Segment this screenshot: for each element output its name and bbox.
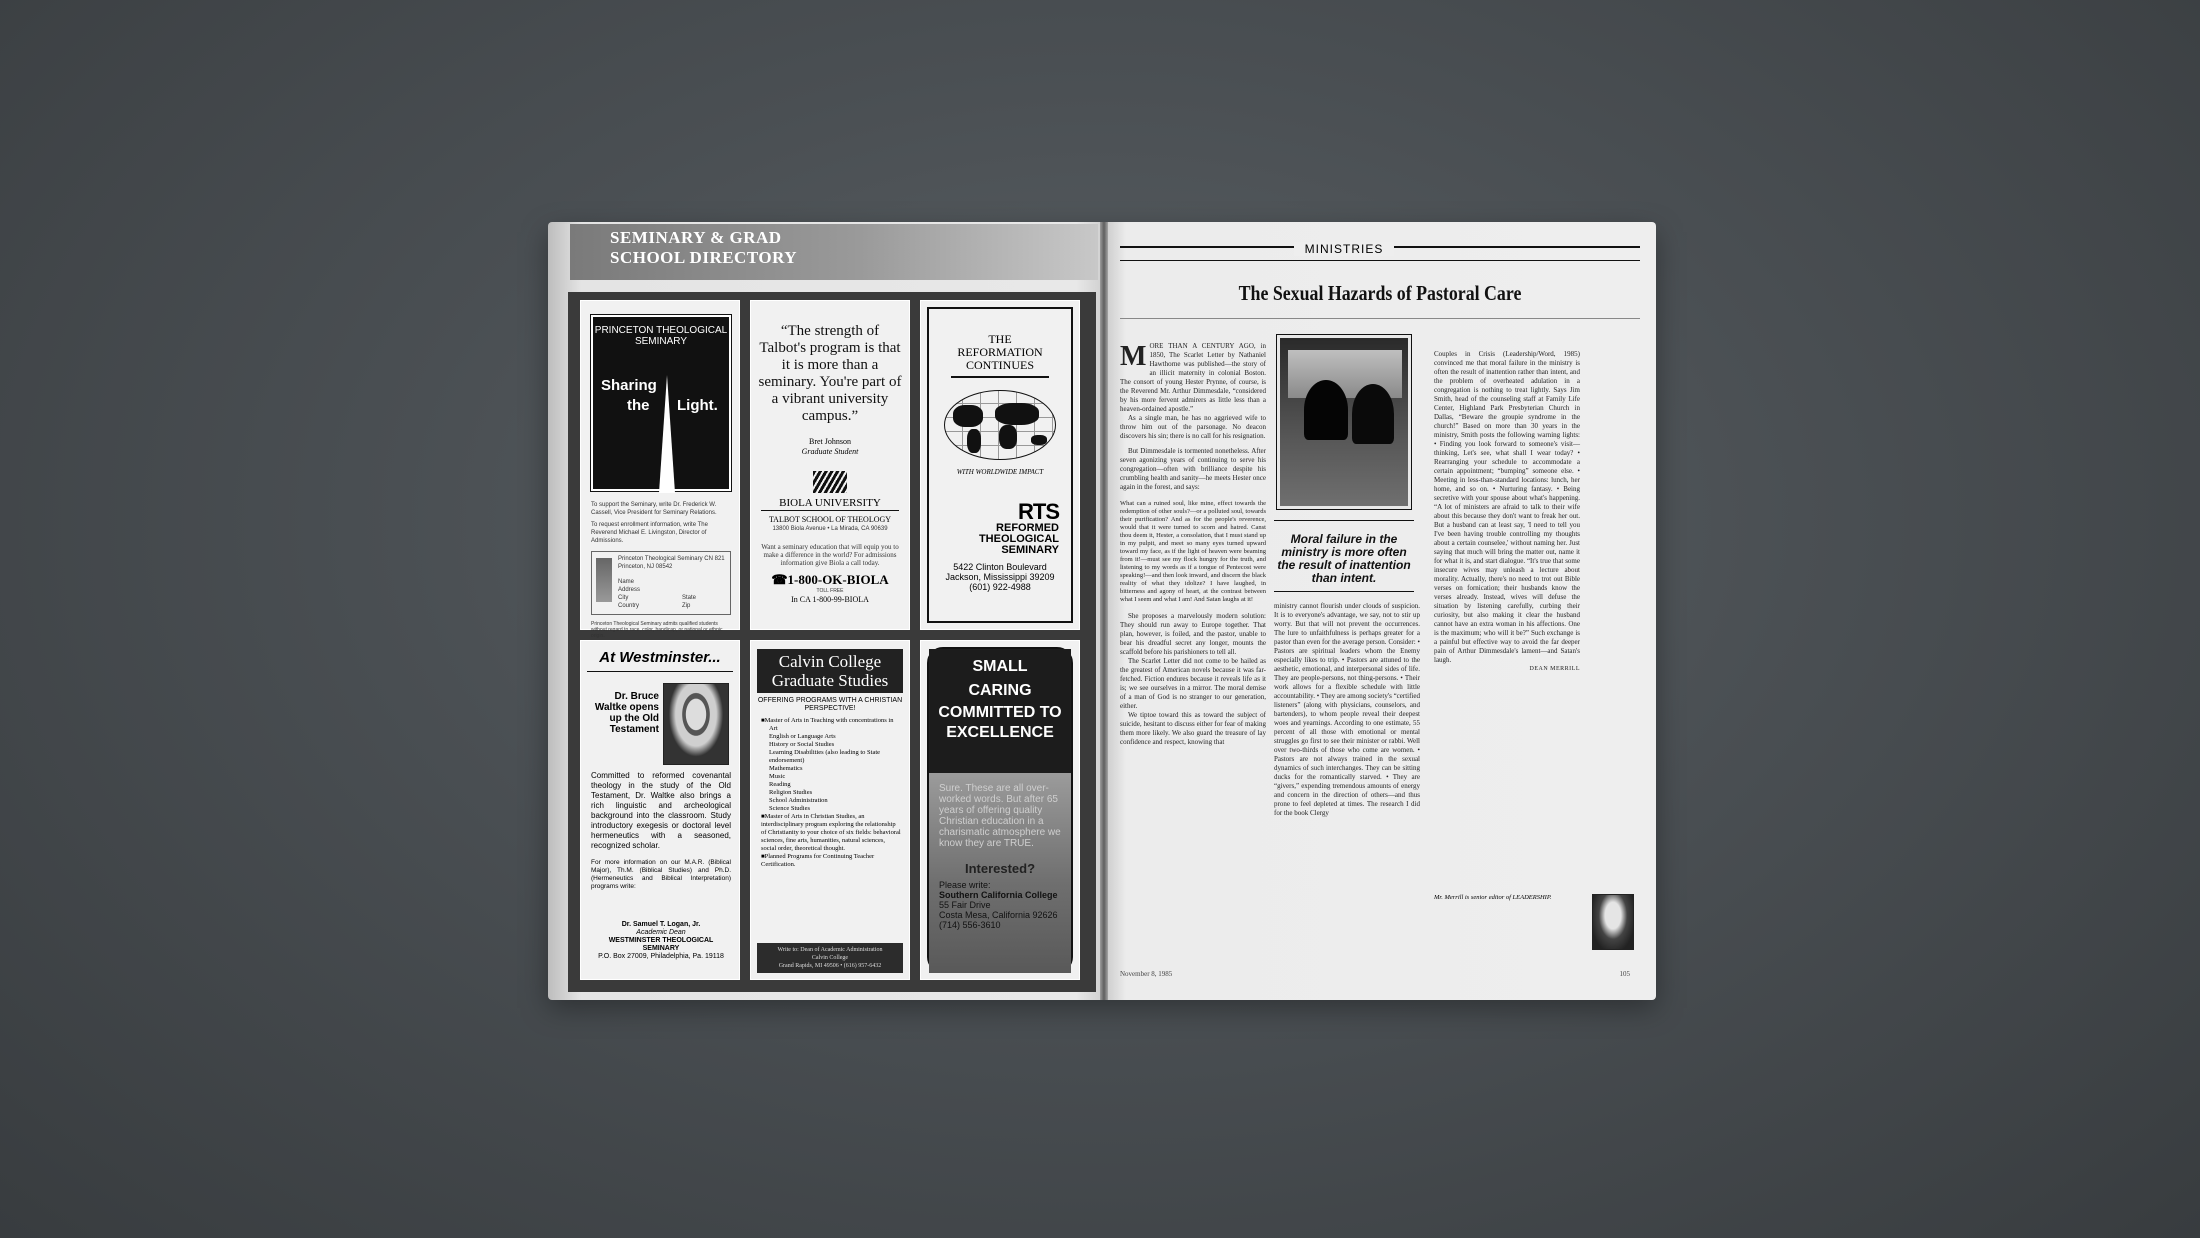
field-zip: Zip [682,603,691,609]
calvin-program-item: Music [769,773,786,780]
scc-interested: Interested? [964,861,1036,876]
rts-name3: SEMINARY [1001,544,1059,556]
field-state: State [682,595,697,601]
calvin-program-item: Religion Studies [769,789,813,796]
section-rule-bottom [1120,260,1640,261]
section-label: MINISTRIES [1294,242,1394,256]
col1-paragraph6: We tiptoe toward this as toward the subject of suicide, hesitant to discuss either for fear of making them more likely. We also guard the treasure of lay confidence and respect, knowing that [1120,711,1266,746]
light-beam-icon [659,375,675,493]
field-address: Address [618,587,641,593]
col1-paragraph3: But Dimmesdale is tormented nonetheless. After seven agonizing years of continuing to serve his congregation—often with brilliance despite his crumbling health and sanity—he meets Hester once again in the forest, and says: [1120,447,1266,491]
ad-princeton [580,300,740,639]
calvin-footer1: Write to: Dean of Academic Administration [777,947,883,953]
biola-role: Graduate Student [801,447,859,456]
drop-cap: M [1120,341,1147,372]
field-name: Name [618,579,635,585]
biola-phone: ☎1-800-OK-BIOLA [771,572,889,587]
calvin-program-item: ■ Master of Arts in Teaching with concentrations in [761,717,901,725]
chapel-icon [596,558,612,602]
biola-address: 13800 Biola Avenue • La Mirada, CA 90639 [772,526,888,532]
calvin-footer [757,943,903,973]
ad-grid [568,292,1096,992]
scc-phone: (714) 556-3610 [939,920,1001,930]
westminster-heading: At Westminster... [587,649,733,672]
byline: DEAN MERRILL [1529,666,1580,672]
princeton-address: Princeton Theological Seminary CN 821 Princeton, NJ 08542 [618,556,725,570]
calvin-footer2: Calvin College [811,955,849,961]
ad-rts [920,300,1080,630]
directory-header [570,224,1098,280]
magazine-spine [1100,222,1108,1000]
rts-name1: REFORMED [996,522,1059,534]
photo-silhouette-woman [1352,384,1394,444]
rts-line1: THE [988,332,1012,346]
rts-frame [927,307,1073,623]
westminster-info: For more information on our M.A.R. (Biblical Major), Th.M. (Biblical Studies) and Ph.D. (Hermeneutics and Biblical Interpretation) programs write: [591,859,731,890]
westminster-contact: Dr. Samuel T. Logan, Jr. [621,921,701,928]
field-city: City [618,595,629,601]
calvin-program-list [761,717,901,869]
magazine-spread [548,222,1656,1000]
col1-paragraph1: ORE THAN A CENTURY AGO, in 1850, The Scarlet Letter by Nathaniel Hawthorne was published—the story of an illicit maternity in colonial Boston. The consort of young Hester Prynne, of course, is the Reverend Mr. Arthur Dimmesdale, “considered by his more fervent admirers as little less than a heaven-ordained apostle.” [1120,342,1266,413]
col3-text: Couples in Crisis (Leadership/Word, 1985) convinced me that moral failure in the ministry is often the result of inattention rather than intent, and the problem of overheated adulation in a congregation is nothing to treat lightly. Says Jim Smith, head of the counseling staff at Family Life Center, Highland Park Presbyterian Church in Dallas, “Beware the groupie syndrome in the church!” Based on more than 30 years in the ministry, Smith posts the following warning lights: • Finding you look forward to someone's visit—thinking, Let's see, what shall I wear today? • Rearranging your schedule to accommodate a certain appointment; “bumping” someone else. • Meeting in less-than-standard locations: lunch, her home, and so on. • Nurturing fantasy. • Being secretive with your spouse about what's happening. “A lot of ministers are afraid to talk to their wife about this because they don't want to freak her out. But a husband can at least say, 'I need to tell you I've been having trouble controlling my thoughts about a certain counselee,' without naming her. Just saying that much will bring the matter out, name it for what it is, and start dialogue. “It's true that some insecure wives may unleash a lecture about morality. Actually, there's no need to trot out Bible verses on fornication; their husbands know the verses already. Instead, wives will defuse the situation by listening carefully, curbing their curiosity, but also making it clear the husband cannot have an extra woman in his affections. One is the maximum; who will it be?” Such exchange is a painful but effective way to avoid the far deeper pain of Arthur Dimmesdale's lament—and Satan's laugh. [1434,350,1580,664]
reply-coupon [591,551,731,615]
calvin-program-item: Science Studies [769,805,810,812]
princeton-title: PRINCETON THEOLOGICAL SEMINARY [594,325,728,347]
article-column-2 [1274,602,1420,818]
biola-person: Bret Johnson [809,437,851,446]
rts-address1: 5422 Clinton Boulevard [953,562,1047,572]
calvin-program-item: School Administration [769,797,828,804]
princeton-form [591,501,731,639]
ad-southern-california-college [920,640,1080,980]
author-note: Mr. Merrill is senior editor of LEADERSHIP. [1434,894,1552,901]
author-photo [1592,894,1634,950]
calvin-title: Calvin College Graduate Studies [757,649,903,693]
calvin-program-item: History or Social Studies [769,741,835,748]
directory-header-line1: SEMINARY & GRAD [610,228,782,247]
westminster-school: WESTMINSTER THEOLOGICAL SEMINARY [608,937,714,952]
scc-address2: Costa Mesa, California 92626 [939,910,1058,920]
calvin-program-item: ■ Planned Programs for Continuing Teacher Certification. [761,853,901,869]
right-page [1104,222,1656,1000]
talbot-school: TALBOT SCHOOL OF THEOLOGY [768,515,892,524]
scc-frame [927,647,1073,973]
biola-pitch: Want a seminary education that will equip you to make a difference in the world? For admissions information give Biola a call today. [761,543,899,567]
article-column-3 [1434,350,1580,674]
rts-logo: RTS [1018,499,1059,524]
calvin-program-item: Learning Disabilities (also leading to State endorsement) [769,749,881,764]
rts-phone: (601) 922-4988 [969,582,1031,592]
westminster-contact-block [591,921,731,961]
article-column-1 [1120,342,1266,747]
photo-counseling-silhouettes [1280,338,1408,506]
scc-school: Southern California College [939,890,1058,900]
calvin-program-item: Reading [769,781,791,788]
scc-headline [929,649,1071,773]
directory-header-line2: SCHOOL DIRECTORY [610,248,798,267]
calvin-program-item: English or Language Arts [769,733,836,740]
rts-tagline: WITH WORLDWIDE IMPACT [956,468,1044,476]
col1-paragraph2: As a single man, he has no aggrieved wife to throw him out of the parsonage. No deacon discovers his sin; there is no call for his resignation. [1120,414,1266,440]
biola-logo-icon [813,471,847,493]
princeton-note2: To request enrollment information, write The Reverend Michael E. Livingston, Director of Admissions. [591,522,708,544]
scc-body: Sure. These are all over-worked words. But after 65 years of offering quality Christian education in a charismatic atmosphere we know they are TRUE. [939,783,1061,849]
professor-portrait [663,683,729,765]
ad-calvin [750,640,910,980]
scc-write: Please write: [939,880,991,890]
left-page [548,222,1104,1000]
calvin-footer3: Grand Rapids, MI 49506 • (616) 957-6432 [778,963,882,969]
westminster-body: Committed to reformed covenantal theology in the study of the Old Testament, Dr. Waltke also brings a rich linguistic and archeological background into the classroom. Study introductory exegesis or doctoral level hermeneutics with a seasoned, recognized scholar. [591,771,731,850]
photo-silhouette-man [1304,380,1348,440]
pull-quote: Moral failure in the ministry is more often the result of inattention than intent. [1274,520,1414,592]
biola-university: BIOLA UNIVERSITY [761,497,899,511]
rts-line3: CONTINUES [966,358,1034,372]
rts-name2: THEOLOGICAL [978,533,1059,545]
world-globe-icon [944,390,1056,460]
princeton-note1: To support the Seminary, write Dr. Frederick W. Cassell, Vice President for Seminary Relations. [591,502,717,516]
article-photo [1276,334,1412,510]
princeton-banner [591,315,731,491]
title-rule [1120,318,1640,319]
westminster-address: P.O. Box 27009, Philadelphia, Pa. 19118 [598,953,724,960]
rts-rule [951,376,1049,378]
scc-line1: SMALL [972,658,1028,675]
slogan-sharing: Sharing [601,377,657,394]
biola-phone-ca: In CA 1-800-99-BIOLA [791,595,869,604]
westminster-contact-role: Academic Dean [636,929,686,936]
biola-toll: TOLL FREE [816,588,844,594]
scc-line3: COMMITTED TO EXCELLENCE [938,704,1062,741]
slogan-light: Light. [677,397,718,414]
calvin-program-item: Mathematics [769,765,803,772]
col2-text: ministry cannot flourish under clouds of suspicion. It is to everyone's advantage, we say, not to stir up worry. But that will not prevent the occurrences. The lure to unfaithfulness is perhaps greater for a pastor than even for the average person. Consider: • Pastors are spiritual leaders whom the Enemy especially likes to trip. • Pastors are attuned to the aesthetic, emotional, and interpersonal sides of life. They are people-persons, not thing-persons. • Their work allows for a flexible schedule with little accountability. • They are among society's “certified listeners” (along with physicians, counselors, and bartenders), to whom people reveal their deepest woes and yearnings. According to one estimate, 55 percent of all those with emotional or mental struggles go first to see their minister or rabbi. Well over two-thirds of those who come are women. • Pastors are not always trained in the sexual dynamics of such interchanges. They can be sitting ducks for the romantically starved. • They are “givers,” expending tremendous amounts of energy and concern in the direction of others—and thus prone to feel depleted at times. The research I did for the book Clergy [1274,602,1420,817]
slogan-the: the [627,397,650,414]
scc-address1: 55 Fair Drive [939,900,991,910]
page-number: 105 [1619,970,1630,978]
westminster-professor: Dr. Bruce Waltke opens up the Old Testament [594,691,659,735]
calvin-offering: OFFERING PROGRAMS WITH A CHRISTIAN PERSPECTIVE! [757,697,903,712]
article-title: The Sexual Hazards of Pastoral Care [1238,281,1522,305]
col1-paragraph5: The Scarlet Letter did not come to be hailed as the greatest of American novels because it was far-fetched. Fiction endures because it reveals life as it is; we see ourselves in a mirror. The moral demise of a man of God is no stranger to our generation, either. [1120,657,1266,710]
col1-paragraph4: She proposes a marvelously modern solution: They should run away to Europe together. That plan, however, is foiled, and the pastor, unable to bear his dreadful secret any longer, mounts the scaffold before his parishioners to tell all. [1120,612,1266,656]
rts-address2: Jackson, Mississippi 39209 [945,572,1055,582]
issue-date: November 8, 1985 [1120,970,1173,978]
scc-body-panel [929,773,1071,973]
ad-westminster [580,640,740,980]
calvin-program-item: Art [769,725,778,732]
field-country: Country [618,603,640,609]
rts-line2: REFORMATION [957,345,1043,359]
princeton-fine-print: Princeton Theological Seminary admits qualified students without regard to race, color, handicap, or national or ethnic origin. [591,621,723,639]
col1-hawthorne-quote: What can a ruined soul, like mine, effect towards the redemption of other souls?—or a polluted soul, towards their purification? And as for the people's reverence, would that it were turned to scorn and hatred. Canst thou deem it, Hester, a consolation, that I must stand up in my pulpit, and meet so many eyes turned upward toward my face, as if the light of heaven were beaming from it!—must see my flock hungry for the truth, and listening to my words as if a tongue of Pentecost were speaking!—and then look inward, and discern the black reality of what they idolize? I have laughed, in bitterness and agony of heart, at the contrast between what I seem and what I am! And Satan laughs at it! [1120,500,1266,603]
calvin-program-item: ■ Master of Arts in Christian Studies, an interdisciplinary program exploring the relationship of Christianity to your choice of six fields: behavioral sciences, fine arts, humanities, natural sciences, social order, theoretical thought. [761,813,901,853]
scc-line2: CARING [968,682,1032,699]
ad-biola [750,300,910,630]
biola-quote: “The strength of Talbot's program is that it is more than a seminary. You're part of a vibrant university campus.” [758,323,902,424]
